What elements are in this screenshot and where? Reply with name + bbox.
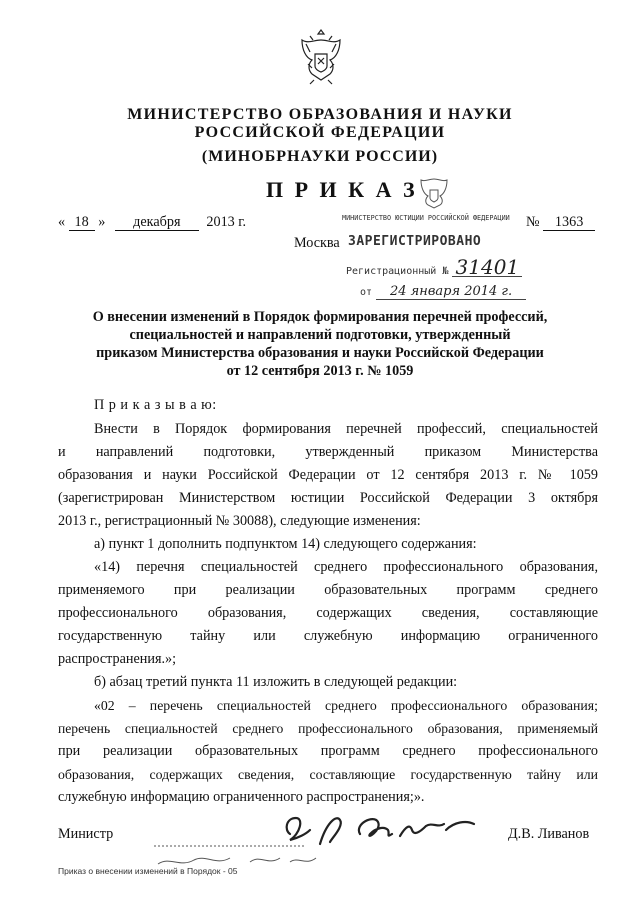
- stamp-emblem-icon: [416, 176, 452, 210]
- date-day: 18: [69, 215, 95, 231]
- quote02-line2: перечень специальностей среднего профессионального образования, применяемый: [58, 721, 598, 736]
- p1-line4: (зарегистрирован Министерством юстиции Российской Федерации 3 октября: [58, 490, 598, 506]
- date-close-quote: »: [98, 214, 106, 230]
- order-title-line4: от 12 сентября 2013 г. № 1059: [226, 363, 414, 379]
- order-word: П р и к а з ы в а ю:: [94, 397, 217, 413]
- registration-stamp: [336, 176, 536, 304]
- quote02-line1: «02 – перечень специальностей среднего профессионального образования;: [94, 698, 598, 713]
- p1-line5: 2013 г., регистрационный № 30088), следующие изменения:: [58, 513, 421, 529]
- quote14-line2: применяемого при реализации образовательных программ среднего: [58, 582, 598, 598]
- stamp-date-value: 24 января 2014 г.: [376, 285, 526, 300]
- coat-of-arms-emblem: [296, 24, 346, 86]
- p1-line1: Внести в Порядок формирования перечней профессий, специальностей: [94, 421, 598, 437]
- quote14-line4: государственную тайну или служебную информацию ограниченного: [58, 628, 598, 644]
- quote14-line1: «14) перечня специальностей среднего профессионального образования,: [94, 559, 598, 575]
- quote14-line5: распространения.»;: [58, 651, 177, 667]
- p1-line2: и направлений подготовки, утвержденный приказом Министерства: [58, 444, 598, 460]
- city-label: Москва: [294, 235, 340, 251]
- stamp-status: ЗАРЕГИСТРИРОВАНО: [348, 234, 482, 249]
- doc-type-title: П Р И К А З: [266, 177, 418, 202]
- number-value: 1363: [543, 215, 595, 231]
- quote02-line3: при реализации образовательных программ среднего профессионального: [58, 743, 598, 759]
- p1-line3: образования и науки Российской Федерации от 12 сентября 2013 г. № 1059: [58, 467, 598, 483]
- stamp-date-label: от: [360, 287, 373, 298]
- footer-text: Приказ о внесении изменений в Порядок - 05: [58, 866, 238, 876]
- stamp-reg-label: Регистрационный №: [346, 266, 449, 277]
- stamp-reg-number: 31401: [452, 258, 522, 277]
- stamp-reg-number-row: [346, 255, 522, 279]
- quote14-line3: профессионального образования, содержащих сведения, составляющие: [58, 605, 598, 621]
- order-title-line1: О внесении изменений в Порядок формирования перечней профессий,: [92, 309, 548, 325]
- stamp-issuer: МИНИСТЕРСТВО ЮСТИЦИИ РОССИЙСКОЙ ФЕДЕРАЦИИ: [342, 214, 510, 222]
- date-open-quote: «: [58, 214, 66, 230]
- ministry-name-line1: МИНИСТЕРСТВО ОБРАЗОВАНИЯ И НАУКИ: [127, 106, 513, 123]
- paragraph-a: а) пункт 1 дополнить подпунктом 14) следующего содержания:: [94, 536, 477, 552]
- signature-name: Д.В. Ливанов: [508, 826, 590, 842]
- order-title-line2: специальностей и направлений подготовки, утвержденный: [129, 327, 511, 343]
- date-month: декабря: [115, 215, 199, 231]
- signature-role: Министр: [58, 826, 114, 842]
- order-number: [526, 211, 595, 234]
- paragraph-b: б) абзац третий пункта 11 изложить в следующей редакции:: [94, 674, 458, 690]
- ministry-short-name: (МИНОБРНАУКИ РОССИИ): [201, 148, 439, 165]
- order-date: [58, 211, 246, 234]
- quote02-line5: служебную информацию ограниченного распространения;».: [58, 789, 425, 805]
- order-title-line3: приказом Министерства образования и науки Российской Федерации: [96, 345, 544, 361]
- stamp-date-row: [360, 282, 526, 300]
- number-sign: №: [526, 214, 540, 230]
- quote02-line4: образования, содержащих сведения, составляющие государственную тайну или: [58, 767, 598, 782]
- ministry-name-line2: РОССИЙСКОЙ ФЕДЕРАЦИИ: [194, 124, 446, 141]
- date-year: 2013 г.: [206, 214, 247, 230]
